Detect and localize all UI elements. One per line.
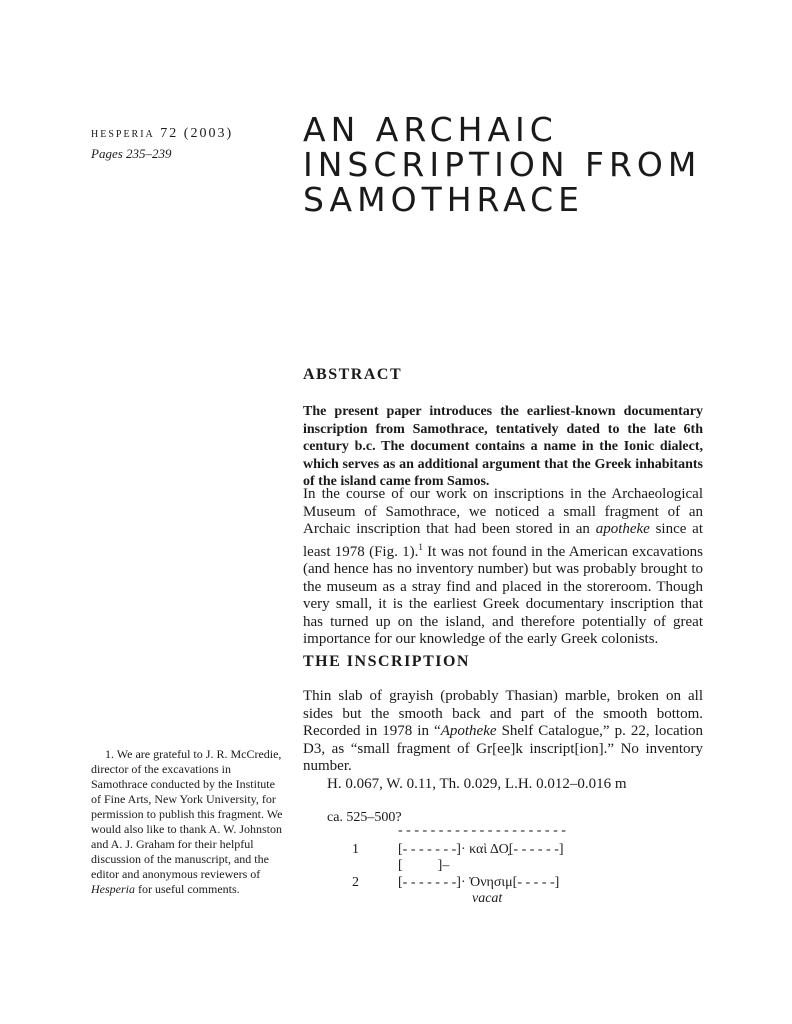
intro-text-2: since at least 1978 (Fig. 1). (303, 521, 703, 560)
date-range: ca. 525–500? (327, 810, 402, 825)
inscription-heading: THE INSCRIPTION (303, 653, 470, 670)
vacat-label: vacat (472, 891, 503, 906)
footnote-text-1: 1. We are grateful to J. R. McCredie, director of the excavations in Samothrace conducted by the Institute of Fine Arts, New York University, for permission to publish this fragment. We would also like to thank A. W. Johnston and A. J. Graham for their helpful discussion of the manuscript, and the editor and anonymous reviewers of (91, 747, 283, 881)
title-line-1: AN ARCHAIC (303, 110, 558, 149)
footnote-ref[interactable]: 1 (418, 541, 423, 552)
inscription-top-border: - - - - - - - - - - - - - - - - - - - - - (398, 823, 566, 838)
dimensions: H. 0.067, W. 0.11, Th. 0.029, L.H. 0.012–0.016 m (327, 776, 627, 792)
journal-name: hesperia 72 (2003) (91, 126, 234, 141)
inscription-line-1: [- - - - - - -]· καὶ ΔΟ̣[- - - - - -] (398, 842, 564, 857)
title-line-3: SAMOTHRACE (303, 180, 585, 219)
footnote-1 (91, 747, 286, 897)
intro-paragraph (303, 486, 703, 649)
abstract-heading: ABSTRACT (303, 366, 403, 383)
inscription-line-1b: [ ]– (398, 858, 450, 873)
footnote-italic: Hesperia (91, 882, 135, 896)
footnote-text-2: for useful comments. (135, 882, 240, 896)
page-range: Pages 235–239 (91, 146, 172, 161)
line-number-2: 2 (352, 875, 359, 890)
inscription-italic: Apotheke (440, 723, 497, 739)
inscription-text-2: Shelf Catalogue,” p. 22, location D3, as “small fragment of Gr[ee]k inscript[ion].” No inventory number. (303, 723, 704, 774)
inscription-description (303, 688, 703, 776)
line-number-1: 1 (352, 842, 359, 857)
title-line-2: INSCRIPTION FROM (303, 145, 702, 184)
inscription-line-2: [- - - - - - -]· Ὀνησιμ[- - - - -] (398, 875, 560, 890)
intro-text-3: It was not found in the American excavations (and hence has no inventory number) but was probably brought to the museum as a stray find and placed in the storeroom. Though very small, it is the earliest Greek documentary inscription that has turned up on the island, and therefore potentially of great importance for our knowledge of the early Greek colonists. (303, 543, 703, 647)
article-title (303, 112, 763, 217)
intro-text-1: In the course of our work on inscriptions in the Archaeological Museum of Samothrace, we noticed a small fragment of an Archaic inscription that had been stored in an (303, 486, 703, 537)
abstract-text: The present paper introduces the earliest-known documentary inscription from Samothrace, tentatively dated to the late 6th century b.c. The document contains a name in the Ionic dialect, which serves as an additional argument that the Greek inhabitants of the island came from Samos. (303, 404, 703, 489)
inscription-text-1: Thin slab of grayish (probably Thasian) marble, broken on all sides but the smooth back and part of the smooth bottom. Recorded in 1978 in “ (303, 688, 703, 739)
intro-italic: apotheke (595, 521, 650, 537)
